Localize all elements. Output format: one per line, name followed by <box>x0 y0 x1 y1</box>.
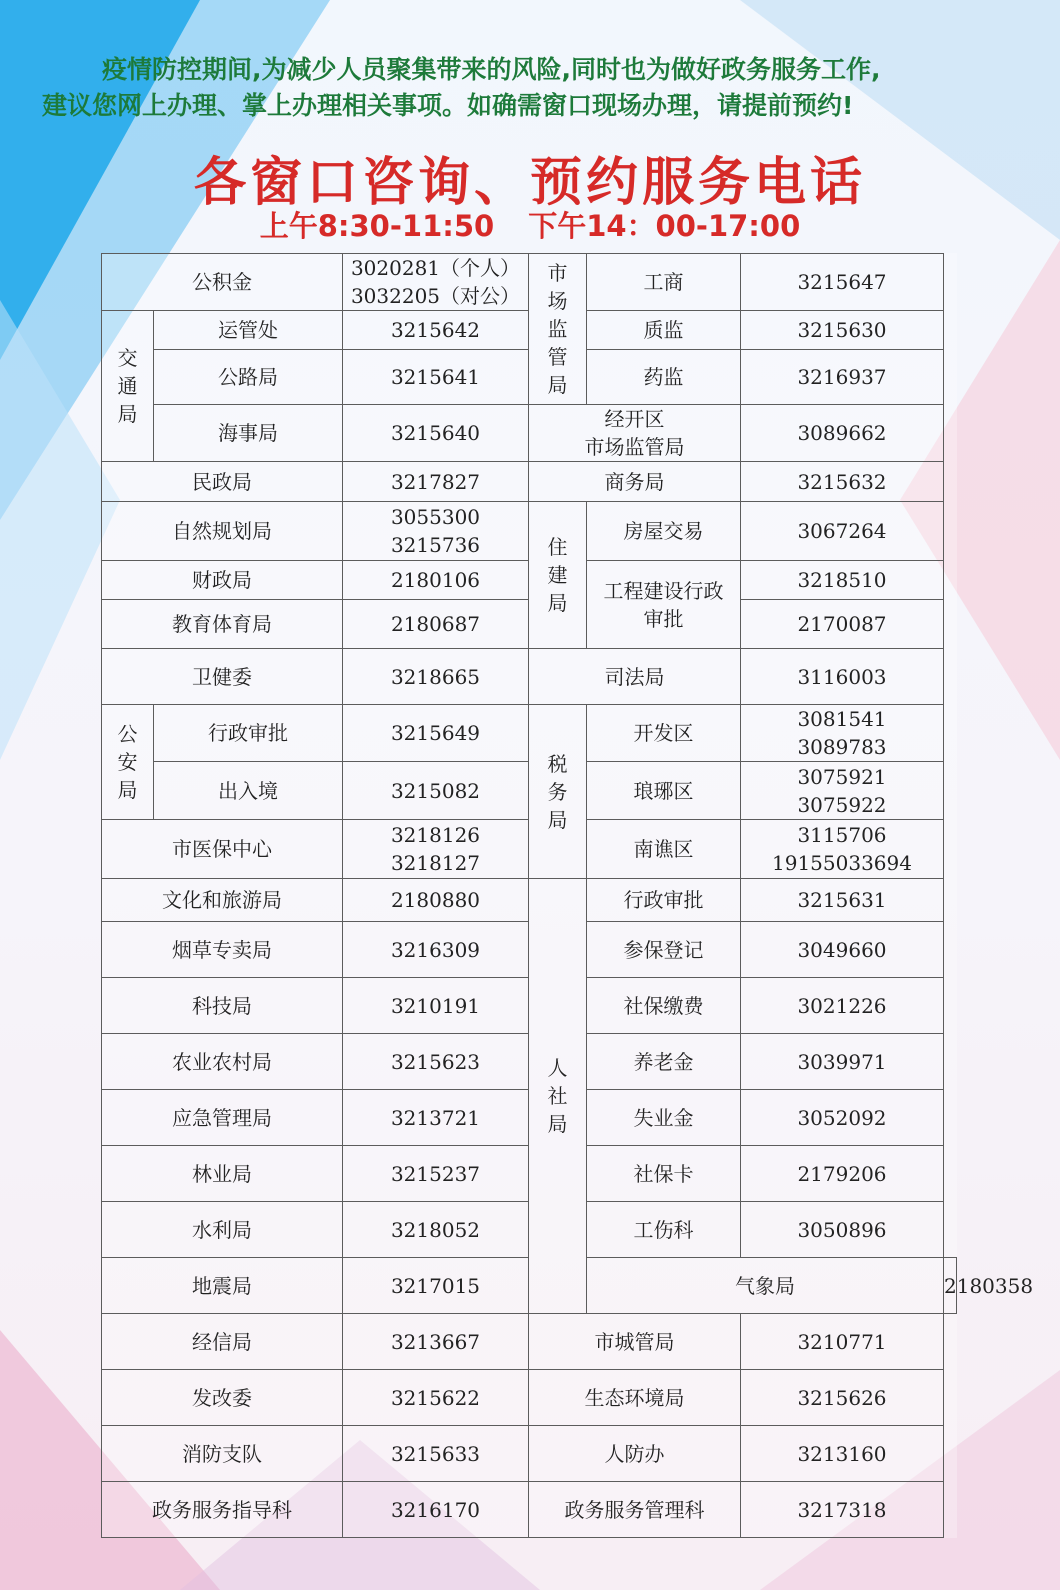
phone-cell: 3067264 <box>741 502 944 561</box>
phone-cell: 3215237 <box>343 1146 529 1202</box>
group-label-renshe: 人 社 局 <box>529 879 587 1314</box>
org-name: 海事局 <box>154 405 343 462</box>
phone-cell: 3049660 <box>741 922 944 978</box>
org-name: 药监 <box>587 350 741 405</box>
org-name: 政务服务指导科 <box>102 1482 343 1538</box>
phone-cell: 3218510 <box>741 561 944 600</box>
org-name: 财政局 <box>102 561 343 600</box>
org-name: 水利局 <box>102 1202 343 1258</box>
phone-cell: 3215623 <box>343 1034 529 1090</box>
org-name: 琅琊区 <box>587 762 741 820</box>
page-title: 各窗口咨询、预约服务电话 <box>193 153 866 213</box>
org-name: 文化和旅游局 <box>102 879 343 922</box>
phone-cell: 3217827 <box>343 462 529 502</box>
phone-cell: 3215642 <box>343 311 529 350</box>
phone-cell: 3215626 <box>741 1370 944 1426</box>
org-name: 工伤科 <box>587 1202 741 1258</box>
morning-hours: 上午8:30-11:50 <box>259 209 495 243</box>
phone-cell: 3215082 <box>343 762 529 820</box>
contacts-table <box>101 253 1034 1538</box>
phone-cell: 3215640 <box>343 405 529 462</box>
org-name: 经信局 <box>102 1314 343 1370</box>
table-row <box>102 405 957 462</box>
phone-cell: 3021226 <box>741 978 944 1034</box>
phone-cell: 2179206 <box>741 1146 944 1202</box>
phone-cell: 3020281（个人） 3032205（对公） <box>343 254 529 311</box>
phone-cell: 3050896 <box>741 1202 944 1258</box>
org-name: 工商 <box>587 254 741 311</box>
phone-cell: 3215631 <box>741 879 944 922</box>
org-name: 质监 <box>587 311 741 350</box>
table-row <box>102 254 957 311</box>
phone-cell: 3081541 3089783 <box>741 705 944 762</box>
org-name: 行政审批 <box>587 879 741 922</box>
phone-cell: 3217318 <box>741 1482 944 1538</box>
table-row <box>102 879 957 922</box>
org-name: 开发区 <box>587 705 741 762</box>
service-hours <box>0 204 1060 245</box>
table-row <box>102 1370 957 1426</box>
phone-cell: 2180358 <box>944 1258 957 1314</box>
org-name: 消防支队 <box>102 1426 343 1482</box>
phone-cell: 3215647 <box>741 254 944 311</box>
phone-cell: 3089662 <box>741 405 944 462</box>
org-name: 市医保中心 <box>102 820 343 879</box>
phone-cell: 2180106 <box>343 561 529 600</box>
table-row <box>102 649 957 705</box>
org-name: 气象局 <box>587 1258 944 1314</box>
phone-cell: 3210771 <box>741 1314 944 1370</box>
table-row <box>102 705 957 762</box>
group-label-zhujian: 住 建 局 <box>529 502 587 649</box>
phone-cell: 3215649 <box>343 705 529 762</box>
group-label-shichang: 市 场 监 管 局 <box>529 254 587 405</box>
org-name: 市城管局 <box>529 1314 741 1370</box>
phone-cell: 3216309 <box>343 922 529 978</box>
org-name: 参保登记 <box>587 922 741 978</box>
phone-cell: 3218052 <box>343 1202 529 1258</box>
org-name: 发改委 <box>102 1370 343 1426</box>
afternoon-hours: 下午14：00-17:00 <box>528 209 801 243</box>
org-name: 公积金 <box>102 254 343 311</box>
phone-cell: 3115706 19155033694 <box>741 820 944 879</box>
org-name: 工程建设行政 审批 <box>587 561 741 649</box>
notice-line-1: 疫情防控期间,为减少人员聚集带来的风险,同时也为做好政务服务工作, <box>102 55 881 84</box>
phone-cell: 2180687 <box>343 600 529 649</box>
org-name: 运管处 <box>154 311 343 350</box>
phone-cell: 3215641 <box>343 350 529 405</box>
phone-cell: 3213160 <box>741 1426 944 1482</box>
org-name: 科技局 <box>102 978 343 1034</box>
org-name: 社保卡 <box>587 1146 741 1202</box>
org-name: 经开区 市场监管局 <box>529 405 741 462</box>
org-name: 林业局 <box>102 1146 343 1202</box>
phone-cell: 3039971 <box>741 1034 944 1090</box>
org-name: 养老金 <box>587 1034 741 1090</box>
phone-cell: 2180880 <box>343 879 529 922</box>
org-name: 公路局 <box>154 350 343 405</box>
org-name: 教育体育局 <box>102 600 343 649</box>
epidemic-notice <box>30 52 1030 124</box>
org-name: 出入境 <box>154 762 343 820</box>
org-name: 人防办 <box>529 1426 741 1482</box>
table-row <box>102 1426 957 1482</box>
phone-cell: 3215632 <box>741 462 944 502</box>
group-label-gongan: 公 安 局 <box>102 705 154 820</box>
org-name: 农业农村局 <box>102 1034 343 1090</box>
table-row <box>102 1482 957 1538</box>
org-name: 卫健委 <box>102 649 343 705</box>
phone-cell: 3217015 <box>343 1258 529 1314</box>
phone-cell: 3215622 <box>343 1370 529 1426</box>
phone-cell: 3075921 3075922 <box>741 762 944 820</box>
org-name: 社保缴费 <box>587 978 741 1034</box>
phone-cell: 3213667 <box>343 1314 529 1370</box>
phone-cell: 3218665 <box>343 649 529 705</box>
phone-cell: 3216937 <box>741 350 944 405</box>
phone-cell: 3218126 3218127 <box>343 820 529 879</box>
phone-cell: 3116003 <box>741 649 944 705</box>
org-name: 烟草专卖局 <box>102 922 343 978</box>
table-row <box>102 1314 957 1370</box>
phone-cell: 2170087 <box>741 600 944 649</box>
org-name: 失业金 <box>587 1090 741 1146</box>
org-name: 商务局 <box>529 462 741 502</box>
notice-line-2: 建议您网上办理、掌上办理相关事项。如确需窗口现场办理，请提前预约! <box>42 91 854 120</box>
table-row <box>102 462 957 502</box>
org-name: 南谯区 <box>587 820 741 879</box>
phone-cell: 3052092 <box>741 1090 944 1146</box>
phone-cell: 3216170 <box>343 1482 529 1538</box>
phone-cell: 3213721 <box>343 1090 529 1146</box>
table-row <box>102 502 957 561</box>
phone-cell: 3055300 3215736 <box>343 502 529 561</box>
phone-cell: 3210191 <box>343 978 529 1034</box>
group-label-shuiwu: 税 务 局 <box>529 705 587 879</box>
group-label-jiaotong: 交 通 局 <box>102 311 154 462</box>
org-name: 行政审批 <box>154 705 343 762</box>
org-name: 房屋交易 <box>587 502 741 561</box>
org-name: 司法局 <box>529 649 741 705</box>
phone-cell: 3215630 <box>741 311 944 350</box>
org-name: 地震局 <box>102 1258 343 1314</box>
org-name: 应急管理局 <box>102 1090 343 1146</box>
org-name: 民政局 <box>102 462 343 502</box>
phone-cell: 3215633 <box>343 1426 529 1482</box>
org-name: 生态环境局 <box>529 1370 741 1426</box>
org-name: 自然规划局 <box>102 502 343 561</box>
org-name: 政务服务管理科 <box>529 1482 741 1538</box>
